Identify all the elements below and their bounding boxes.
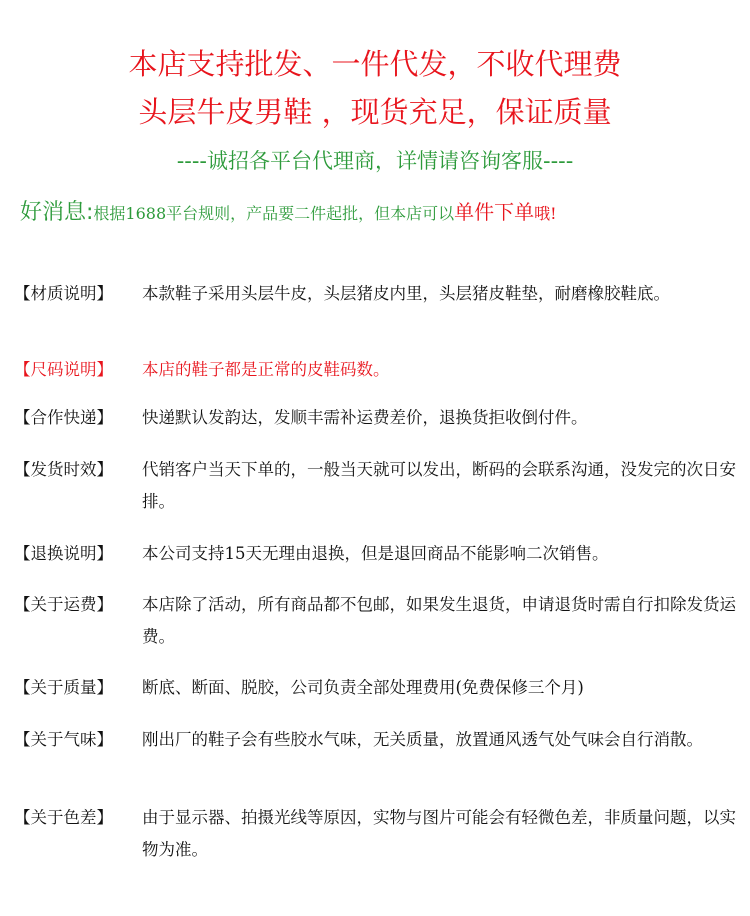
section-shipping-time	[14, 454, 744, 518]
good-news-highlight: 单件下单	[454, 200, 535, 224]
section-courier	[14, 402, 744, 434]
section-freight	[14, 589, 744, 653]
section-label: 【关于质量】	[14, 678, 113, 697]
section-returns	[14, 538, 744, 570]
headline-wholesale: 本店支持批发、一件代发，不收代理费	[128, 47, 622, 81]
good-news-lead: 好消息:	[20, 200, 94, 225]
section-odor	[14, 724, 744, 756]
section-text: 由于显示器、拍摄光线等原因，实物与图片可能会有轻微色差，非质量问题，以实物为准。	[142, 808, 736, 859]
section-quality	[14, 672, 744, 704]
section-label: 【退换说明】	[14, 544, 113, 563]
section-label: 【关于运费】	[14, 595, 113, 614]
section-size	[14, 354, 744, 386]
section-text: 本店的鞋子都是正常的皮鞋码数。	[142, 360, 390, 379]
section-text: 本公司支持15天无理由退换，但是退回商品不能影响二次销售。	[142, 544, 609, 563]
section-label: 【尺码说明】	[14, 360, 113, 379]
section-label: 【材质说明】	[14, 284, 113, 303]
section-label: 【关于色差】	[14, 808, 113, 827]
headline-product: 头层牛皮男鞋 ，现货充足，保证质量	[138, 95, 612, 129]
section-text: 代销客户当天下单的，一般当天就可以发出，断码的会联系沟通，没发完的次日安排。	[142, 460, 736, 511]
section-label: 【关于气味】	[14, 730, 113, 749]
headline-recruit: ----诚招各平台代理商，详情请咨询客服----	[176, 149, 574, 173]
section-label: 【合作快递】	[14, 408, 113, 427]
section-material	[14, 278, 744, 310]
section-text: 断底、断面、脱胶，公司负责全部处理费用(免费保修三个月)	[142, 678, 584, 697]
section-text: 刚出厂的鞋子会有些胶水气味，无关质量，放置通风透气处气味会自行消散。	[142, 730, 703, 749]
section-color-difference	[14, 802, 744, 866]
section-label: 【发货时效】	[14, 460, 113, 479]
good-news-line	[20, 194, 740, 232]
good-news-tail: 哦!	[534, 204, 557, 223]
section-text: 本店除了活动，所有商品都不包邮，如果发生退货，申请退货时需自行扣除发货运费。	[142, 595, 736, 646]
good-news-body: 根据1688平台规则，产品要二件起批，但本店可以	[93, 204, 455, 223]
section-text: 本款鞋子采用头层牛皮，头层猪皮内里，头层猪皮鞋垫，耐磨橡胶鞋底。	[142, 284, 670, 303]
section-text: 快递默认发韵达，发顺丰需补运费差价，退换货拒收倒付件。	[142, 408, 588, 427]
